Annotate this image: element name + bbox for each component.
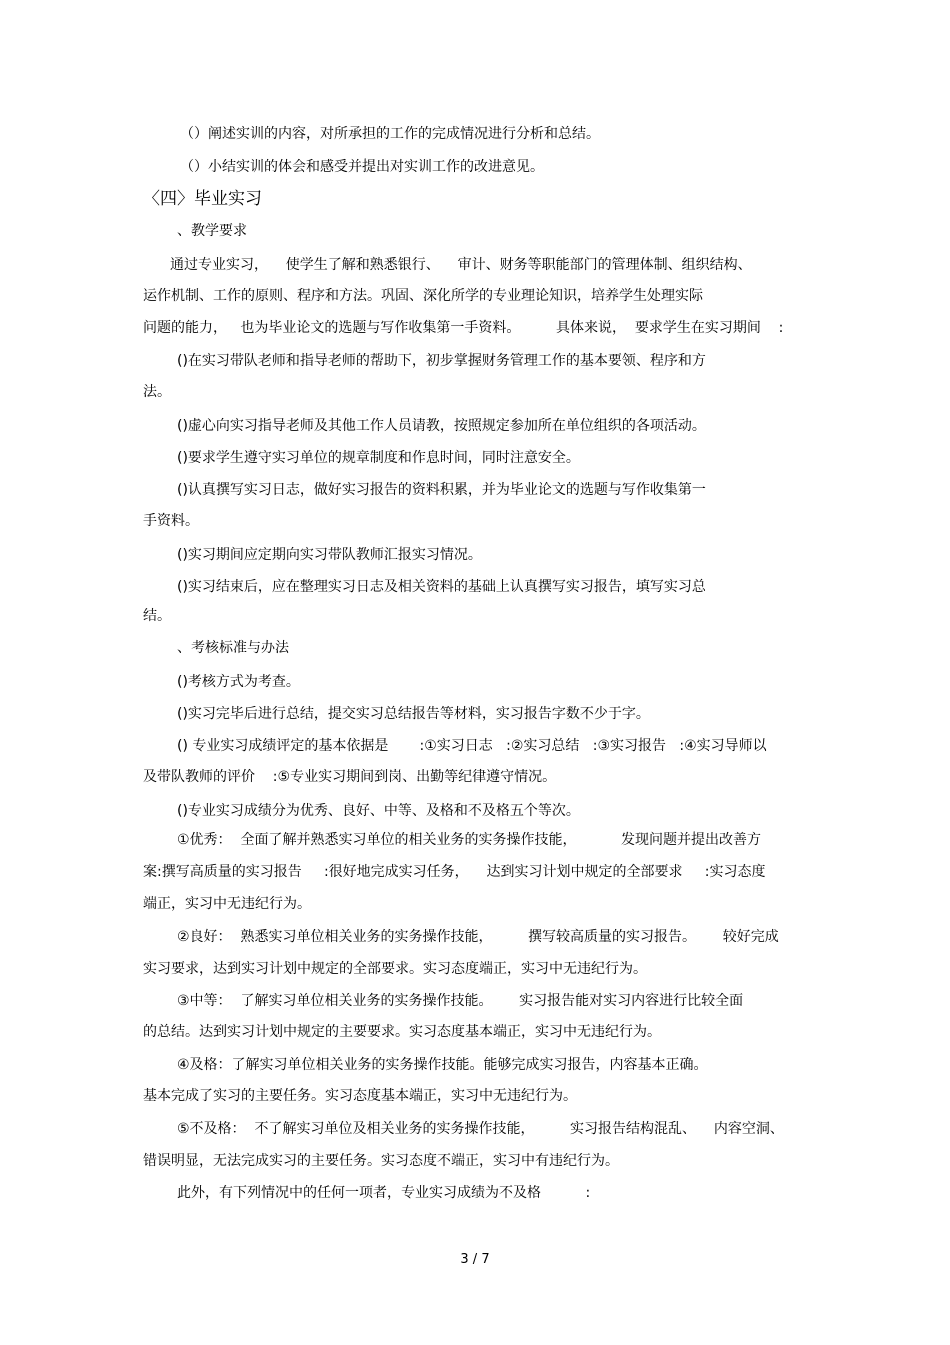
subheading: 、教学要求 bbox=[177, 223, 247, 239]
grade-line: 端正，实习中无违纪行为。 bbox=[143, 896, 311, 912]
list-item-line: ()要求学生遵守实习单位的规章制度和作息时间，同时注意安全。 bbox=[177, 450, 580, 466]
grade-line: 基本完成了实习的主要任务。实习态度基本端正，实习中无违纪行为。 bbox=[143, 1088, 577, 1104]
list-item-line: ()在实习带队老师和指导老师的帮助下，初步掌握财务管理工作的基本要领、程序和方 bbox=[177, 353, 706, 369]
paragraph-line: （）阐述实训的内容，对所承担的工作的完成情况进行分析和总结。 bbox=[180, 126, 600, 142]
list-item-line: ()虚心向实习指导老师及其他工作人员请教，按照规定参加所在单位组织的各项活动。 bbox=[177, 418, 706, 434]
subheading: 、考核标准与办法 bbox=[177, 640, 289, 656]
grade-line: ③中等： 了解实习单位相关业务的实务操作技能。 实习报告能对实习内容进行比较全面 bbox=[177, 993, 744, 1009]
paragraph-line: 此外，有下列情况中的任何一项者，专业实习成绩为不及格 : bbox=[177, 1185, 591, 1201]
list-item-line: ()实习期间应定期向实习带队教师汇报实习情况。 bbox=[177, 547, 482, 563]
grade-line: ②良好： 熟悉实习单位相关业务的实务操作技能， 撰写较高质量的实习报告。 较好完成 bbox=[177, 929, 779, 945]
paragraph-line: （）小结实训的体会和感受并提出对实训工作的改进意见。 bbox=[180, 159, 544, 175]
list-item-line: 法。 bbox=[143, 384, 171, 400]
list-item-line: ()实习结束后，应在整理实习日志及相关资料的基础上认真撰写实习报告，填写实习总 bbox=[177, 579, 706, 595]
list-item-line: ()实习完毕后进行总结，提交实习总结报告等材料，实习报告字数不少于字。 bbox=[177, 706, 650, 722]
list-item-line: 手资料。 bbox=[143, 513, 199, 529]
section-heading: 〈四〉毕业实习 bbox=[143, 189, 262, 209]
grade-line: 的总结。达到实习计划中规定的主要要求。实习态度基本端正，实习中无违纪行为。 bbox=[143, 1024, 661, 1040]
grade-line: ④及格：了解实习单位相关业务的实务操作技能。能够完成实习报告，内容基本正确。 bbox=[177, 1057, 708, 1073]
list-item-line: ()专业实习成绩分为优秀、良好、中等、及格和不及格五个等次。 bbox=[177, 803, 580, 819]
list-item-line: ()考核方式为考查。 bbox=[177, 674, 300, 690]
list-item-line: 及带队教师的评价 :⑤专业实习期间到岗、出勤等纪律遵守情况。 bbox=[143, 769, 557, 785]
grade-line: ⑤不及格： 不了解实习单位及相关业务的实务操作技能， 实习报告结构混乱、 内容空洞、 bbox=[177, 1121, 784, 1137]
grade-line: ①优秀： 全面了解并熟悉实习单位的相关业务的实务操作技能， 发现问题并提出改善方 bbox=[177, 832, 761, 848]
grade-line: 错误明显，无法完成实习的主要任务。实习态度不端正，实习中有违纪行为。 bbox=[143, 1153, 619, 1169]
list-item-line: ()认真撰写实习日志，做好实习报告的资料积累，并为毕业论文的选题与写作收集第一 bbox=[177, 482, 706, 498]
list-item-line: 结。 bbox=[143, 608, 171, 624]
paragraph-line: 问题的能力， 也为毕业论文的选题与写作收集第一手资料。 具体来说， 要求学生在实习期间 : bbox=[143, 320, 784, 336]
paragraph-line: 通过专业实习， 使学生了解和熟悉银行、 审计、财务等职能部门的管理体制、组织结构、 bbox=[170, 257, 752, 273]
list-item-line: () 专业实习成绩评定的基本依据是 :①实习日志 :②实习总结 :③实习报告 :④实习导师以 bbox=[177, 738, 767, 754]
page-number: 3 / 7 bbox=[460, 1252, 490, 1267]
paragraph-line: 运作机制、工作的原则、程序和方法。巩固、深化所学的专业理论知识，培养学生处理实际 bbox=[143, 288, 703, 304]
grade-line: 实习要求，达到实习计划中规定的全部要求。实习态度端正，实习中无违纪行为。 bbox=[143, 961, 647, 977]
grade-line: 案:撰写高质量的实习报告 :很好地完成实习任务， 达到实习计划中规定的全部要求 :实习态度 bbox=[143, 864, 766, 880]
